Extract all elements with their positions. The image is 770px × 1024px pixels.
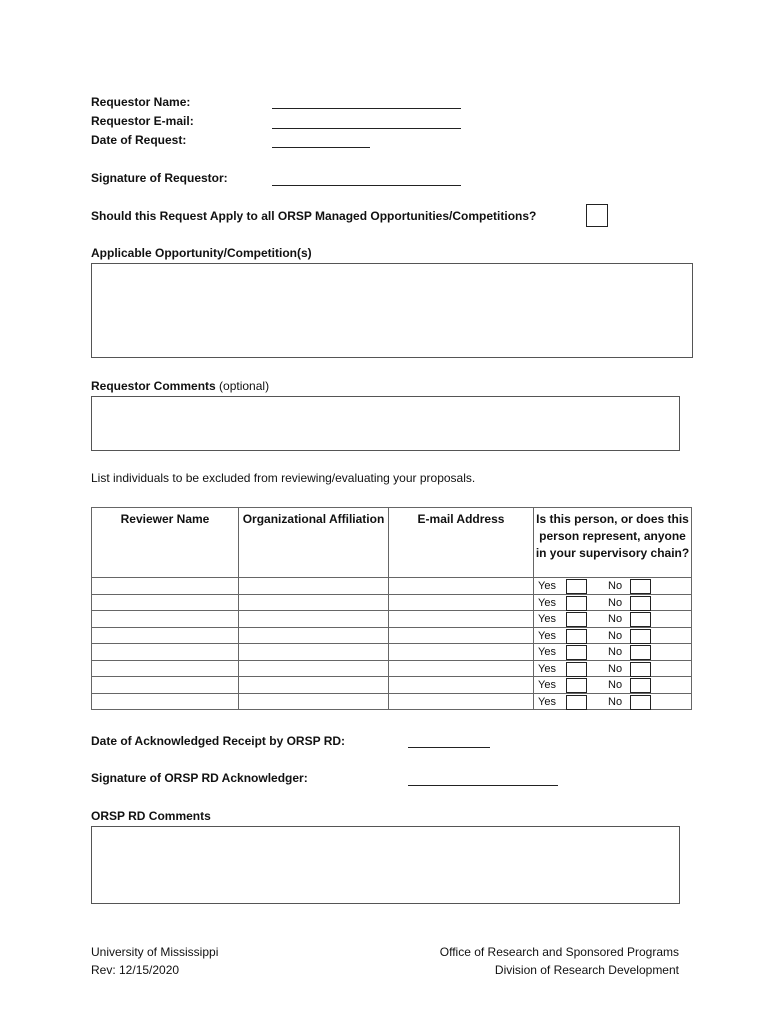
- yes-checkbox[interactable]: [566, 645, 587, 660]
- email-cell[interactable]: [389, 578, 534, 595]
- no-label: No: [608, 613, 623, 625]
- header-organizational-affiliation: Organizational Affiliation: [239, 508, 389, 578]
- no-checkbox[interactable]: [630, 662, 651, 677]
- exclusion-instruction: List individuals to be excluded from reviewing/evaluating your proposals.: [91, 471, 476, 485]
- email-cell[interactable]: [389, 693, 534, 710]
- reviewer-name-cell[interactable]: [92, 594, 239, 611]
- yes-checkbox[interactable]: [566, 629, 587, 644]
- supervisory-chain-cell: [534, 594, 692, 611]
- email-cell[interactable]: [389, 627, 534, 644]
- supervisory-chain-cell: [534, 693, 692, 710]
- date-of-request-field[interactable]: [272, 147, 370, 148]
- orsp-rd-comments-label: ORSP RD Comments: [91, 809, 211, 823]
- apply-all-checkbox[interactable]: [586, 204, 608, 227]
- no-label: No: [608, 662, 623, 675]
- reviewer-name-cell[interactable]: [92, 611, 239, 628]
- table-header-row: [92, 508, 692, 578]
- affiliation-cell[interactable]: [239, 611, 389, 628]
- header-reviewer-name: Reviewer Name: [92, 508, 239, 578]
- yes-checkbox[interactable]: [566, 612, 587, 627]
- ack-date-label: Date of Acknowledged Receipt by ORSP RD:: [91, 734, 346, 748]
- yes-checkbox[interactable]: [566, 678, 587, 693]
- footer-right: [440, 943, 679, 979]
- table-row: [92, 627, 692, 644]
- no-label: No: [608, 679, 623, 691]
- no-label: No: [608, 596, 623, 609]
- yes-checkbox[interactable]: [566, 579, 587, 594]
- table-row: [92, 578, 692, 595]
- no-checkbox[interactable]: [630, 629, 651, 644]
- ack-date-field[interactable]: [408, 747, 490, 748]
- no-label: No: [608, 695, 623, 708]
- reviewer-name-cell[interactable]: [92, 644, 239, 661]
- email-cell[interactable]: [389, 660, 534, 677]
- yes-label: Yes: [538, 596, 556, 609]
- no-label: No: [608, 646, 623, 658]
- reviewer-name-cell[interactable]: [92, 627, 239, 644]
- yes-label: Yes: [538, 695, 556, 708]
- affiliation-cell[interactable]: [239, 627, 389, 644]
- reviewer-name-cell[interactable]: [92, 677, 239, 694]
- header-supervisory-chain: Is this person, or does this person represent, anyone in your supervisory chain?: [534, 508, 692, 578]
- orsp-rd-comments-textarea[interactable]: [91, 826, 680, 904]
- yes-label: Yes: [538, 613, 556, 625]
- no-checkbox[interactable]: [630, 678, 651, 693]
- no-label: No: [608, 580, 623, 592]
- yes-label: Yes: [538, 646, 556, 658]
- supervisory-chain-cell: [534, 578, 692, 595]
- affiliation-cell[interactable]: [239, 594, 389, 611]
- header-email-address: E-mail Address: [389, 508, 534, 578]
- requestor-comments-heading: [91, 379, 269, 393]
- table-row: [92, 677, 692, 694]
- requestor-comments-textarea[interactable]: [91, 396, 680, 451]
- affiliation-cell[interactable]: [239, 578, 389, 595]
- applicable-opportunity-textarea[interactable]: [91, 263, 693, 358]
- optional-note: (optional): [219, 379, 270, 393]
- email-cell[interactable]: [389, 677, 534, 694]
- no-checkbox[interactable]: [630, 596, 651, 611]
- supervisory-chain-cell: [534, 644, 692, 661]
- no-checkbox[interactable]: [630, 645, 651, 660]
- yes-label: Yes: [538, 662, 556, 675]
- table-row: [92, 594, 692, 611]
- no-label: No: [608, 629, 623, 642]
- yes-checkbox[interactable]: [566, 662, 587, 677]
- yes-label: Yes: [538, 629, 556, 642]
- ack-signature-label: Signature of ORSP RD Acknowledger:: [91, 771, 308, 785]
- email-cell[interactable]: [389, 644, 534, 661]
- requestor-signature-field[interactable]: [272, 185, 461, 186]
- requestor-name-field[interactable]: [272, 108, 461, 109]
- supervisory-chain-cell: [534, 627, 692, 644]
- no-checkbox[interactable]: [630, 695, 651, 710]
- ack-signature-field[interactable]: [408, 785, 558, 786]
- footer-division: Division of Research Development: [494, 963, 679, 977]
- reviewer-name-cell[interactable]: [92, 660, 239, 677]
- footer-office: Office of Research and Sponsored Programs: [439, 945, 679, 959]
- email-cell[interactable]: [389, 611, 534, 628]
- requestor-email-field[interactable]: [272, 128, 461, 129]
- footer-left: [91, 943, 218, 979]
- requestor-name-label: Requestor Name:: [91, 95, 191, 109]
- applicable-opportunity-label: Applicable Opportunity/Competition(s): [91, 246, 312, 260]
- yes-label: Yes: [538, 580, 556, 592]
- date-of-request-label: Date of Request:: [91, 133, 187, 147]
- table-row: [92, 644, 692, 661]
- supervisory-chain-cell: [534, 677, 692, 694]
- apply-all-question: Should this Request Apply to all ORSP Managed Opportunities/Competitions?: [91, 209, 537, 223]
- excluded-reviewers-table: [91, 507, 692, 710]
- table-row: [92, 611, 692, 628]
- email-cell[interactable]: [389, 594, 534, 611]
- affiliation-cell[interactable]: [239, 660, 389, 677]
- affiliation-cell[interactable]: [239, 644, 389, 661]
- affiliation-cell[interactable]: [239, 677, 389, 694]
- reviewer-name-cell[interactable]: [92, 578, 239, 595]
- yes-checkbox[interactable]: [566, 596, 587, 611]
- table-row: [92, 660, 692, 677]
- supervisory-chain-cell: [534, 660, 692, 677]
- yes-label: Yes: [538, 679, 556, 691]
- reviewer-name-cell[interactable]: [92, 693, 239, 710]
- footer-org: University of Mississippi: [91, 945, 219, 959]
- no-checkbox[interactable]: [630, 612, 651, 627]
- no-checkbox[interactable]: [630, 579, 651, 594]
- footer-rev: Rev: 12/15/2020: [91, 963, 180, 977]
- affiliation-cell[interactable]: [239, 693, 389, 710]
- requestor-comments-label: Requestor Comments: [91, 379, 216, 393]
- yes-checkbox[interactable]: [566, 695, 587, 710]
- requestor-signature-label: Signature of Requestor:: [91, 171, 228, 185]
- table-row: [92, 693, 692, 710]
- requestor-email-label: Requestor E-mail:: [91, 114, 194, 128]
- supervisory-chain-cell: [534, 611, 692, 628]
